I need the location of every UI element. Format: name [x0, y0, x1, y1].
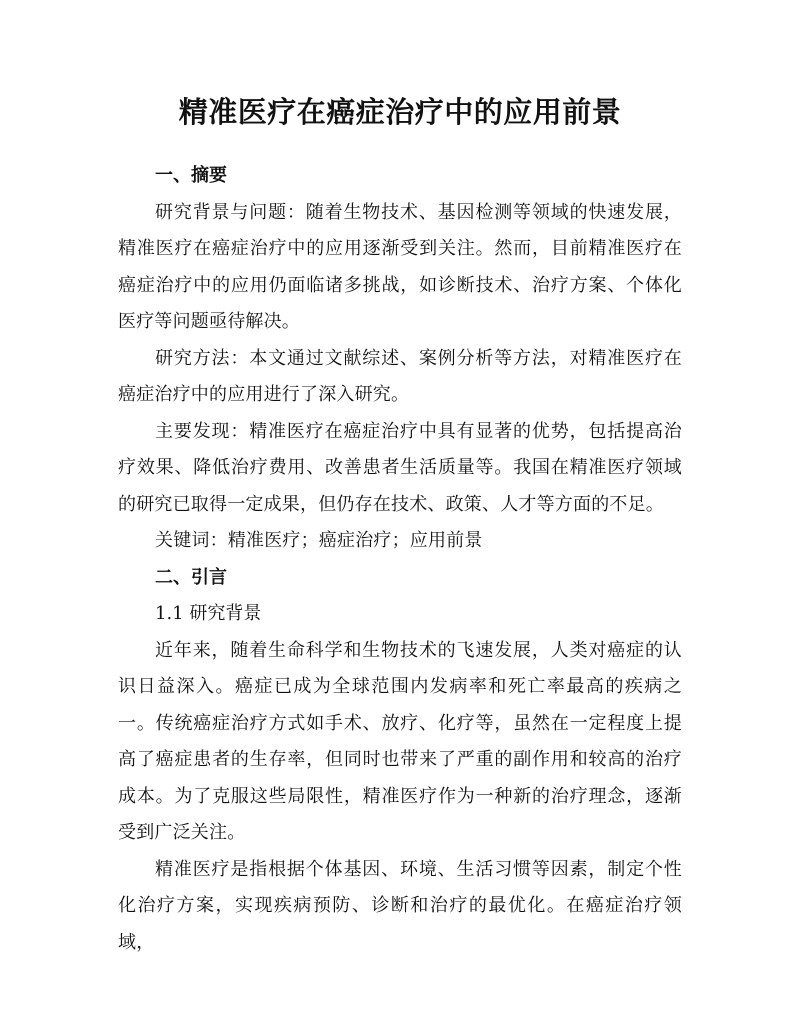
abstract-keywords: 关键词：精准医疗；癌症治疗；应用前景 [155, 530, 483, 551]
document-title: 精准医疗在癌症治疗中的应用前景 [178, 95, 622, 129]
introduction-paragraph-2: 精准医疗是指根据个体基因、环境、生活习惯等因素，制定个性化治疗方案，实现疾病预防、诊断和治疗的最优化。在癌症治疗领域， [118, 858, 682, 953]
abstract-heading: 一、摘要 [155, 165, 227, 186]
introduction-heading: 二、引言 [155, 566, 227, 588]
abstract-findings-paragraph: 主要发现：精准医疗在癌症治疗中具有显著的优势，包括提高治疗效果、降低治疗费用、改善患者生活质量等。我国在精准医疗领域的研究已取得一定成果，但仍存在技术、政策、人才等方面的不足。 [118, 420, 682, 515]
introduction-paragraph-1: 近年来，随着生命科学和生物技术的飞速发展，人类对癌症的认识日益深入。癌症已成为全球范围内发病率和死亡率最高的疾病之一。传统癌症治疗方式如手术、放疗、化疗等，虽然在一定程度上提高了癌症患者的生存率，但同时也带来了严重的副作用和较高的治疗成本。为了克服这些局限性，精准医疗作为一种新的治疗理念，逐渐受到广泛关注。 [118, 639, 682, 843]
research-background-subheading: 1.1 研究背景 [155, 603, 262, 624]
abstract-section [118, 158, 682, 560]
introduction-section [118, 560, 682, 962]
abstract-background-paragraph: 研究背景与问题：随着生物技术、基因检测等领域的快速发展，精准医疗在癌症治疗中的应用逐渐受到关注。然而，目前精准医疗在癌症治疗中的应用仍面临诸多挑战，如诊断技术、治疗方案、个体化医疗等问题亟待解决。 [118, 201, 682, 332]
abstract-method-paragraph: 研究方法：本文通过文献综述、案例分析等方法，对精准医疗在癌症治疗中的应用进行了深入研究。 [118, 347, 682, 405]
